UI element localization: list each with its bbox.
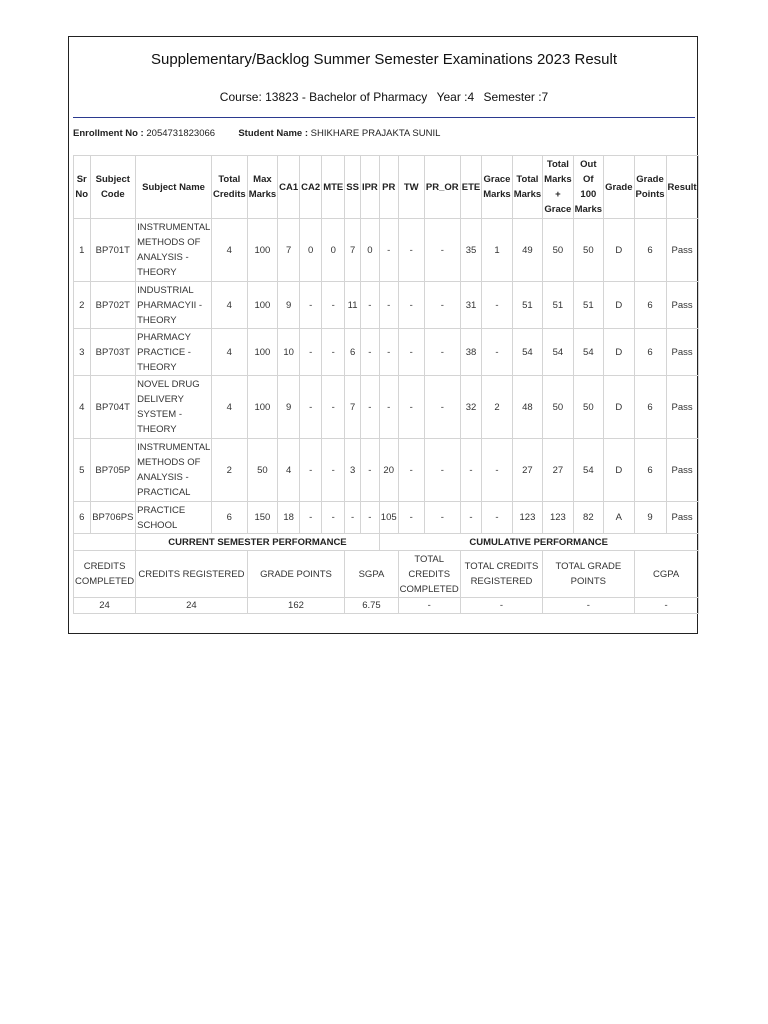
table-cell: 51	[573, 282, 603, 329]
table-cell: Pass	[666, 376, 698, 439]
perf-value: -	[460, 598, 542, 614]
table-cell: 6	[211, 502, 247, 534]
table-cell: BP701T	[90, 219, 136, 282]
table-cell: BP705P	[90, 439, 136, 502]
table-cell: -	[424, 329, 460, 376]
table-cell: -	[379, 376, 398, 439]
enrollment-value: 2054731823066	[146, 128, 216, 139]
col-header: Out Of 100 Marks	[573, 156, 603, 219]
table-cell: 1	[482, 219, 512, 282]
table-cell: 35	[460, 219, 481, 282]
table-cell: 4	[211, 219, 247, 282]
subject-name-cell: INSTRUMENTAL METHODS OF ANALYSIS - PRACTICAL	[136, 439, 212, 502]
table-cell: 82	[573, 502, 603, 534]
table-cell: 105	[379, 502, 398, 534]
table-cell: 0	[360, 219, 379, 282]
table-cell: 123	[543, 502, 573, 534]
cumulative-performance-label: CUMULATIVE PERFORMANCE	[379, 534, 698, 551]
course-year: Year :4	[436, 90, 475, 104]
perf-value: -	[634, 598, 698, 614]
table-cell: 5	[74, 439, 91, 502]
table-cell: -	[360, 282, 379, 329]
table-cell: -	[360, 329, 379, 376]
table-cell: 6	[634, 282, 666, 329]
table-cell: 10	[278, 329, 300, 376]
table-cell: -	[398, 439, 424, 502]
perf-header: TOTAL CREDITS COMPLETED	[398, 551, 460, 598]
table-cell: -	[482, 502, 512, 534]
subject-name-cell: INSTRUMENTAL METHODS OF ANALYSIS - THEORY	[136, 219, 212, 282]
course-line	[69, 90, 699, 104]
table-cell: -	[398, 376, 424, 439]
table-cell: -	[460, 502, 481, 534]
table-cell: D	[604, 219, 634, 282]
table-cell: -	[482, 439, 512, 502]
table-cell: Pass	[666, 439, 698, 502]
table-cell: -	[379, 329, 398, 376]
table-cell: 54	[573, 329, 603, 376]
table-cell: 3	[345, 439, 361, 502]
col-header: Sr No	[74, 156, 91, 219]
table-cell: -	[300, 376, 322, 439]
col-header: Grade	[604, 156, 634, 219]
table-cell: D	[604, 376, 634, 439]
table-cell: 7	[278, 219, 300, 282]
table-cell: 100	[247, 219, 277, 282]
table-cell: 50	[573, 219, 603, 282]
col-header: Grade Points	[634, 156, 666, 219]
table-cell: 11	[345, 282, 361, 329]
col-header: Subject Name	[136, 156, 212, 219]
table-cell: D	[604, 439, 634, 502]
table-cell: 1	[74, 219, 91, 282]
table-cell: -	[322, 439, 345, 502]
table-cell: -	[322, 502, 345, 534]
table-cell: -	[398, 329, 424, 376]
table-cell: 54	[573, 439, 603, 502]
table-cell: -	[482, 282, 512, 329]
perf-header: CGPA	[634, 551, 698, 598]
table-cell: -	[345, 502, 361, 534]
table-cell: 31	[460, 282, 481, 329]
table-cell: 50	[543, 219, 573, 282]
col-header: PR	[379, 156, 398, 219]
subject-name-cell: NOVEL DRUG DELIVERY SYSTEM - THEORY	[136, 376, 212, 439]
table-cell: 27	[512, 439, 542, 502]
col-header: Result	[666, 156, 698, 219]
current-performance-label: CURRENT SEMESTER PERFORMANCE	[136, 534, 380, 551]
table-cell: -	[300, 282, 322, 329]
table-cell: -	[322, 376, 345, 439]
table-row	[74, 502, 699, 534]
table-cell: -	[360, 502, 379, 534]
col-header: Total Marks + Grace	[543, 156, 573, 219]
table-cell: BP703T	[90, 329, 136, 376]
table-cell: 6	[634, 376, 666, 439]
perf-header: SGPA	[345, 551, 398, 598]
table-cell: -	[398, 219, 424, 282]
table-cell: 54	[512, 329, 542, 376]
perf-value: 24	[136, 598, 248, 614]
table-cell: 2	[482, 376, 512, 439]
enrollment-label: Enrollment No :	[73, 128, 144, 139]
table-cell: -	[424, 282, 460, 329]
table-cell: -	[300, 502, 322, 534]
table-cell: -	[398, 502, 424, 534]
col-header: TW	[398, 156, 424, 219]
table-cell: 54	[543, 329, 573, 376]
table-cell: -	[424, 376, 460, 439]
course-semester: Semester :7	[483, 90, 549, 104]
table-cell: -	[379, 219, 398, 282]
table-cell: BP704T	[90, 376, 136, 439]
table-cell: 6	[74, 502, 91, 534]
table-cell: -	[424, 219, 460, 282]
table-cell: -	[300, 439, 322, 502]
table-cell: D	[604, 329, 634, 376]
col-header: Grace Marks	[482, 156, 512, 219]
table-cell: -	[482, 329, 512, 376]
table-cell: 100	[247, 282, 277, 329]
table-cell: 100	[247, 329, 277, 376]
table-row	[74, 376, 699, 439]
table-cell: 6	[634, 439, 666, 502]
col-header: MTE	[322, 156, 345, 219]
performance-header-row	[74, 551, 699, 598]
table-cell: 2	[74, 282, 91, 329]
performance-section-row	[74, 534, 699, 551]
col-header: Max Marks	[247, 156, 277, 219]
table-cell: 100	[247, 376, 277, 439]
table-cell: 123	[512, 502, 542, 534]
table-cell: -	[322, 329, 345, 376]
table-cell: 50	[543, 376, 573, 439]
col-header: Total Credits	[211, 156, 247, 219]
col-header: PR_OR	[424, 156, 460, 219]
table-cell: Pass	[666, 329, 698, 376]
table-cell: 4	[211, 329, 247, 376]
table-cell: BP706PS	[90, 502, 136, 534]
table-row	[74, 439, 699, 502]
table-row	[74, 329, 699, 376]
table-cell: -	[322, 282, 345, 329]
result-card	[68, 36, 698, 634]
student-name-label: Student Name :	[238, 128, 309, 139]
table-cell: 0	[322, 219, 345, 282]
col-header: CA2	[300, 156, 322, 219]
subject-name-cell: INDUSTRIAL PHARMACYII - THEORY	[136, 282, 212, 329]
table-cell: 32	[460, 376, 481, 439]
table-row	[74, 219, 699, 282]
perf-header: GRADE POINTS	[247, 551, 345, 598]
table-cell: 7	[345, 376, 361, 439]
table-row	[74, 282, 699, 329]
performance-value-row	[74, 598, 699, 614]
table-cell: -	[379, 282, 398, 329]
table-cell: 6	[634, 219, 666, 282]
table-cell: 51	[512, 282, 542, 329]
table-cell: A	[604, 502, 634, 534]
table-cell: 4	[211, 376, 247, 439]
table-cell: 150	[247, 502, 277, 534]
perf-value: 6.75	[345, 598, 398, 614]
perf-value: -	[398, 598, 460, 614]
table-cell: 4	[74, 376, 91, 439]
student-info	[73, 128, 440, 139]
perf-value: 162	[247, 598, 345, 614]
table-cell: BP702T	[90, 282, 136, 329]
table-cell: -	[424, 439, 460, 502]
table-cell: 4	[211, 282, 247, 329]
table-cell: 6	[345, 329, 361, 376]
table-cell: Pass	[666, 502, 698, 534]
table-cell: 38	[460, 329, 481, 376]
col-header: ETE	[460, 156, 481, 219]
col-header: CA1	[278, 156, 300, 219]
perf-header: TOTAL GRADE POINTS	[543, 551, 634, 598]
table-cell: 49	[512, 219, 542, 282]
table-cell: Pass	[666, 219, 698, 282]
table-cell: -	[460, 439, 481, 502]
table-cell: 0	[300, 219, 322, 282]
table-cell: 4	[278, 439, 300, 502]
table-cell: 6	[634, 329, 666, 376]
table-cell: 9	[278, 282, 300, 329]
table-cell: 50	[247, 439, 277, 502]
student-name-value: SHIKHARE PRAJAKTA SUNIL	[310, 128, 441, 139]
table-cell: 27	[543, 439, 573, 502]
subject-name-cell: PHARMACY PRACTICE - THEORY	[136, 329, 212, 376]
perf-header: CREDITS COMPLETED	[74, 551, 136, 598]
course-name: Course: 13823 - Bachelor of Pharmacy	[219, 90, 428, 104]
col-header: Subject Code	[90, 156, 136, 219]
result-table	[73, 155, 699, 614]
divider	[73, 117, 695, 118]
table-cell: -	[360, 376, 379, 439]
table-cell: 7	[345, 219, 361, 282]
perf-header: CREDITS REGISTERED	[136, 551, 248, 598]
table-cell: -	[300, 329, 322, 376]
table-cell: -	[424, 502, 460, 534]
perf-value: -	[543, 598, 634, 614]
subject-name-cell: PRACTICE SCHOOL	[136, 502, 212, 534]
table-cell: Pass	[666, 282, 698, 329]
table-cell: 9	[278, 376, 300, 439]
table-cell: 51	[543, 282, 573, 329]
table-header-row	[74, 156, 699, 219]
table-cell: 18	[278, 502, 300, 534]
table-cell: D	[604, 282, 634, 329]
table-cell: 2	[211, 439, 247, 502]
page-title: Supplementary/Backlog Summer Semester Examinations 2023 Result	[150, 51, 618, 68]
col-header: SS	[345, 156, 361, 219]
table-cell: 50	[573, 376, 603, 439]
table-cell: 9	[634, 502, 666, 534]
table-cell: 3	[74, 329, 91, 376]
col-header: Total Marks	[512, 156, 542, 219]
table-cell: -	[360, 439, 379, 502]
table-cell: 48	[512, 376, 542, 439]
perf-header: TOTAL CREDITS REGISTERED	[460, 551, 542, 598]
table-cell: 20	[379, 439, 398, 502]
perf-value: 24	[74, 598, 136, 614]
col-header: IPR	[360, 156, 379, 219]
table-cell: -	[398, 282, 424, 329]
